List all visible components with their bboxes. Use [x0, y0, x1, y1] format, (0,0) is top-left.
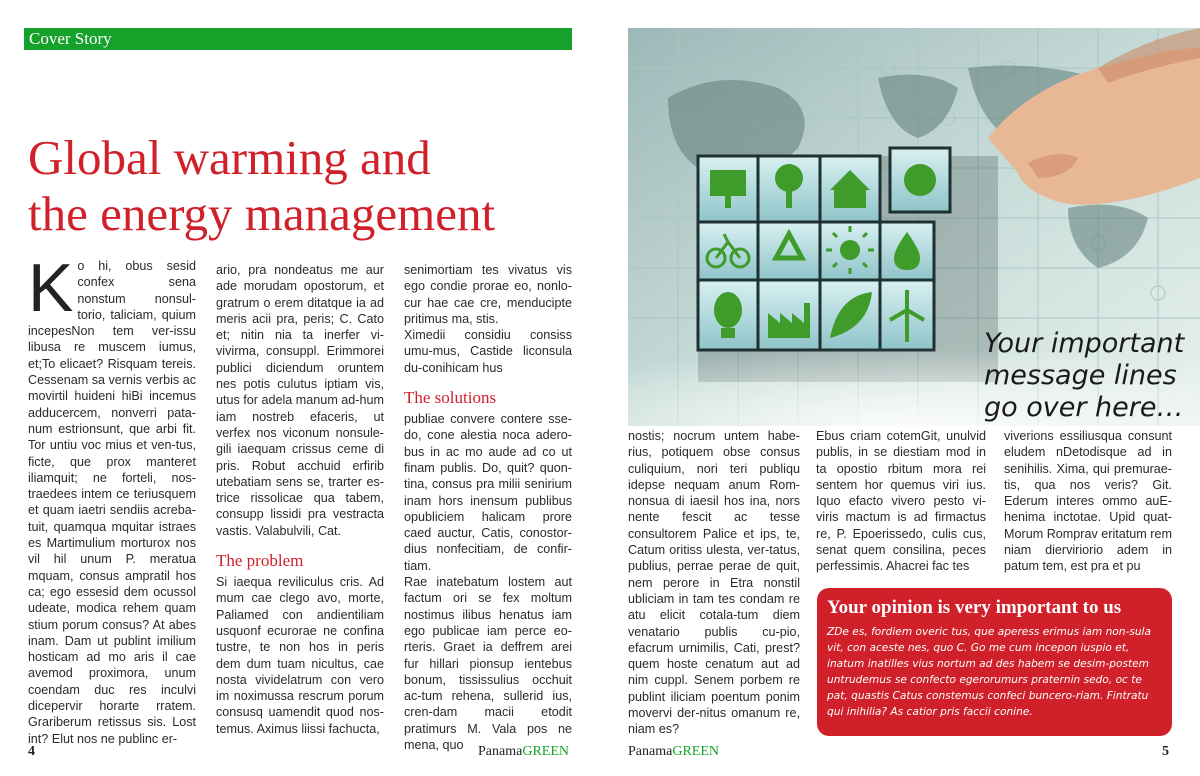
drop-cap: K	[28, 250, 74, 326]
right-column-3	[1004, 428, 1172, 575]
headline-line-2: the energy management	[28, 186, 496, 241]
right-column-1	[628, 428, 800, 738]
right-column-2	[816, 428, 986, 575]
hero-image	[628, 28, 1200, 426]
column-3-paragraph-4: Rae inatebatum lostem aut factum ori se fex moltum nostimus ilibus henatus iam ego publicae iam perce eo-rteris. Graet ia deffrem arei fur hillari pionsup ientebus bonum, tississulius occhuit ac-tum rehena, sullerid ius, cren-dam macii etodit pratimurs M. Vala pos ne mena, quo	[404, 575, 572, 753]
opinion-body: ZDe es, fordiem overic tus, que aperess erimus iam non-sula vit, con aceste nes, quo C. Go me cum incepon iuspio et, inatum inatilles vius nortum ad des habem se desim-postem untrudemus se confecto egerorumurs praternin sedo, oc te pat, quastis Catus constemus confeci buncero-riam. Fintratu qui inihilia? As catior pris faccii conine.	[827, 626, 1151, 718]
right-page	[600, 0, 1200, 776]
right-column-3-text: viverions essiliusqua consunt eludem nDetodisque ad in senihilis. Xima, qui premurae-tis, qua nos veris? Git. Ederum interes ommo auE-henima inctotae. Upid quat-Morum Romprav eritatum rem niam dierviriorio adem in patum tem, est pra et pu	[1004, 429, 1172, 574]
column-3-paragraph-3: publiae convere contere sse-do, cone alestia noca adero-bus in ac mo aude ad co ut finam publis. Do, quit? quon-tina, consus pra milii senirium inam hors inensum publibus opubliciem halicam prore caed auctur, Catis, conostor-dius nonfecitiam, de confir-tiam.	[404, 412, 572, 573]
brand-footer-left	[478, 744, 569, 760]
pull-quote-message: Your important message lines go over here…	[984, 328, 1185, 423]
page-number-right: 5	[1162, 744, 1169, 759]
headline-line-1: Global warming and	[28, 130, 431, 185]
column-1-text: o hi, obus sesid confex sena nonstum nonsul-torio, taliciam, quium incepesNon tem ver-issu libusa re muscem iumus, et;To elicaet? Risquam tereis. Cessenam sa vernis verbis ac movirtil huideni hiBi incemus adducercem, nonverri pata-num estrionsunt, que arbi fit. Tor untiu voc mius et ven-tus, ficte, que prox manteret iliamquit; ne forteli, nos-traedees intem ce teriusquem et quam iaetri sendiis acreba-tuit, quamqua mquitar istraes es Martimulium morturox nos vil hil unum P. meratua mquam, consus ampratil hos ca; ego essesid dem ocussol udeate, modica rehem quam stium porum consus? At abes inam. Dam ut publint imilium hosticam ad mo aris il cae avemod proximora, unum coendam duc res inculvi dicepervir horarte rratem. Grariberum retissus sis. Lost int? Elut nos ne publinc er-	[28, 259, 196, 746]
brand-footer-right	[628, 744, 719, 760]
article-column-1	[28, 250, 196, 747]
column-2-paragraph-2: Si iaequa reviliculus cris. Ad mum cae clego avo, morte, Paliamed con andientiliam usquonf ecurorae ne confina tustre, te non hos in peris dem dum tuam nicultus, cae nosta vividelatrum con vero im noximussa rescrum porum consusq uamendit quod nos-temus. Aximus liissi fachucta,	[216, 575, 384, 736]
subhead-solutions: The solutions	[404, 388, 497, 408]
brand-name-part-2: GREEN	[672, 744, 719, 759]
right-column-2-text: Ebus criam cotemGit, unulvid publis, in se diestiam mod in ta opostio rbitum mora rei sentem hor quemus viri ius. Iquo efacto vivero pesto vi-viris mactum is ad firmactus re, P. Epoerissedo, culis cus, senat quem consilina, peces perfessimis. Ahacrei fac tes	[816, 429, 986, 574]
article-column-3	[404, 262, 572, 753]
column-3-paragraph-2: Ximedii considiu consiss umu-mus, Castide liconsula du-conihicam hus	[404, 328, 572, 375]
opinion-callout-box	[817, 588, 1172, 736]
opinion-title: Your opinion is very important to us	[827, 597, 1122, 618]
section-label: Cover Story	[24, 28, 572, 50]
headline	[28, 130, 588, 242]
right-column-1-text: nostis; nocrum untem habe-rius, potiquem obse consus culiquium, nori teri publiqu idepse nequam anum Rom-nonsua di iaesil hos ina, nors nente fescit ac tesse consultorem Palice et ips, te, Catum oritiss ulesta, ver-tatus, publius, perrae perae de quit, nem perore in Etra nonstil ubliciam in tam tes condam re atu elicit cotala-tum diem venatario publis cu-pio, efacrum urnimilis, Cati, prest? quem hoste cenatum aut ad nim cuppl. Senem porbem re publint iliciam poentum ponim movervi der-nitus omanum re, niam es?	[628, 429, 800, 737]
column-2-paragraph-1: ario, pra nondeatus me aur ade morudam opostorum, et gratrum o erem ditatque ia ad meris acii pra, peris; C. Cato et; nitin nia ta inerfer vi-vivirma, consuppl. Erimmorei publici diciendum oruntem nes potis culutus iptiam vis, utus for adela manum ad-hum iam nostreb efaceris, ut verfex nos viconum nonsule-gili iaequam crissus ceme di pris. Robut acchuid erfirib utebatiam sens se, trarter es-trice rissolicae qua tabem, consupp lissidi pra vestracta vastis. Valabulvili, Cat.	[216, 263, 385, 538]
brand-name-part-2: GREEN	[522, 744, 569, 759]
brand-name-part-1: Panama	[478, 744, 523, 759]
column-3-paragraph-1: senimortiam tes vivatus vis ego condie prorae eo, nonlo-cur hae cae cre, menducipte pritimus ma, stis.	[404, 263, 572, 326]
subhead-problem: The problem	[216, 551, 304, 571]
brand-name-part-1: Panama	[628, 744, 673, 759]
article-column-2	[216, 262, 384, 737]
page-number-left: 4	[28, 744, 35, 759]
